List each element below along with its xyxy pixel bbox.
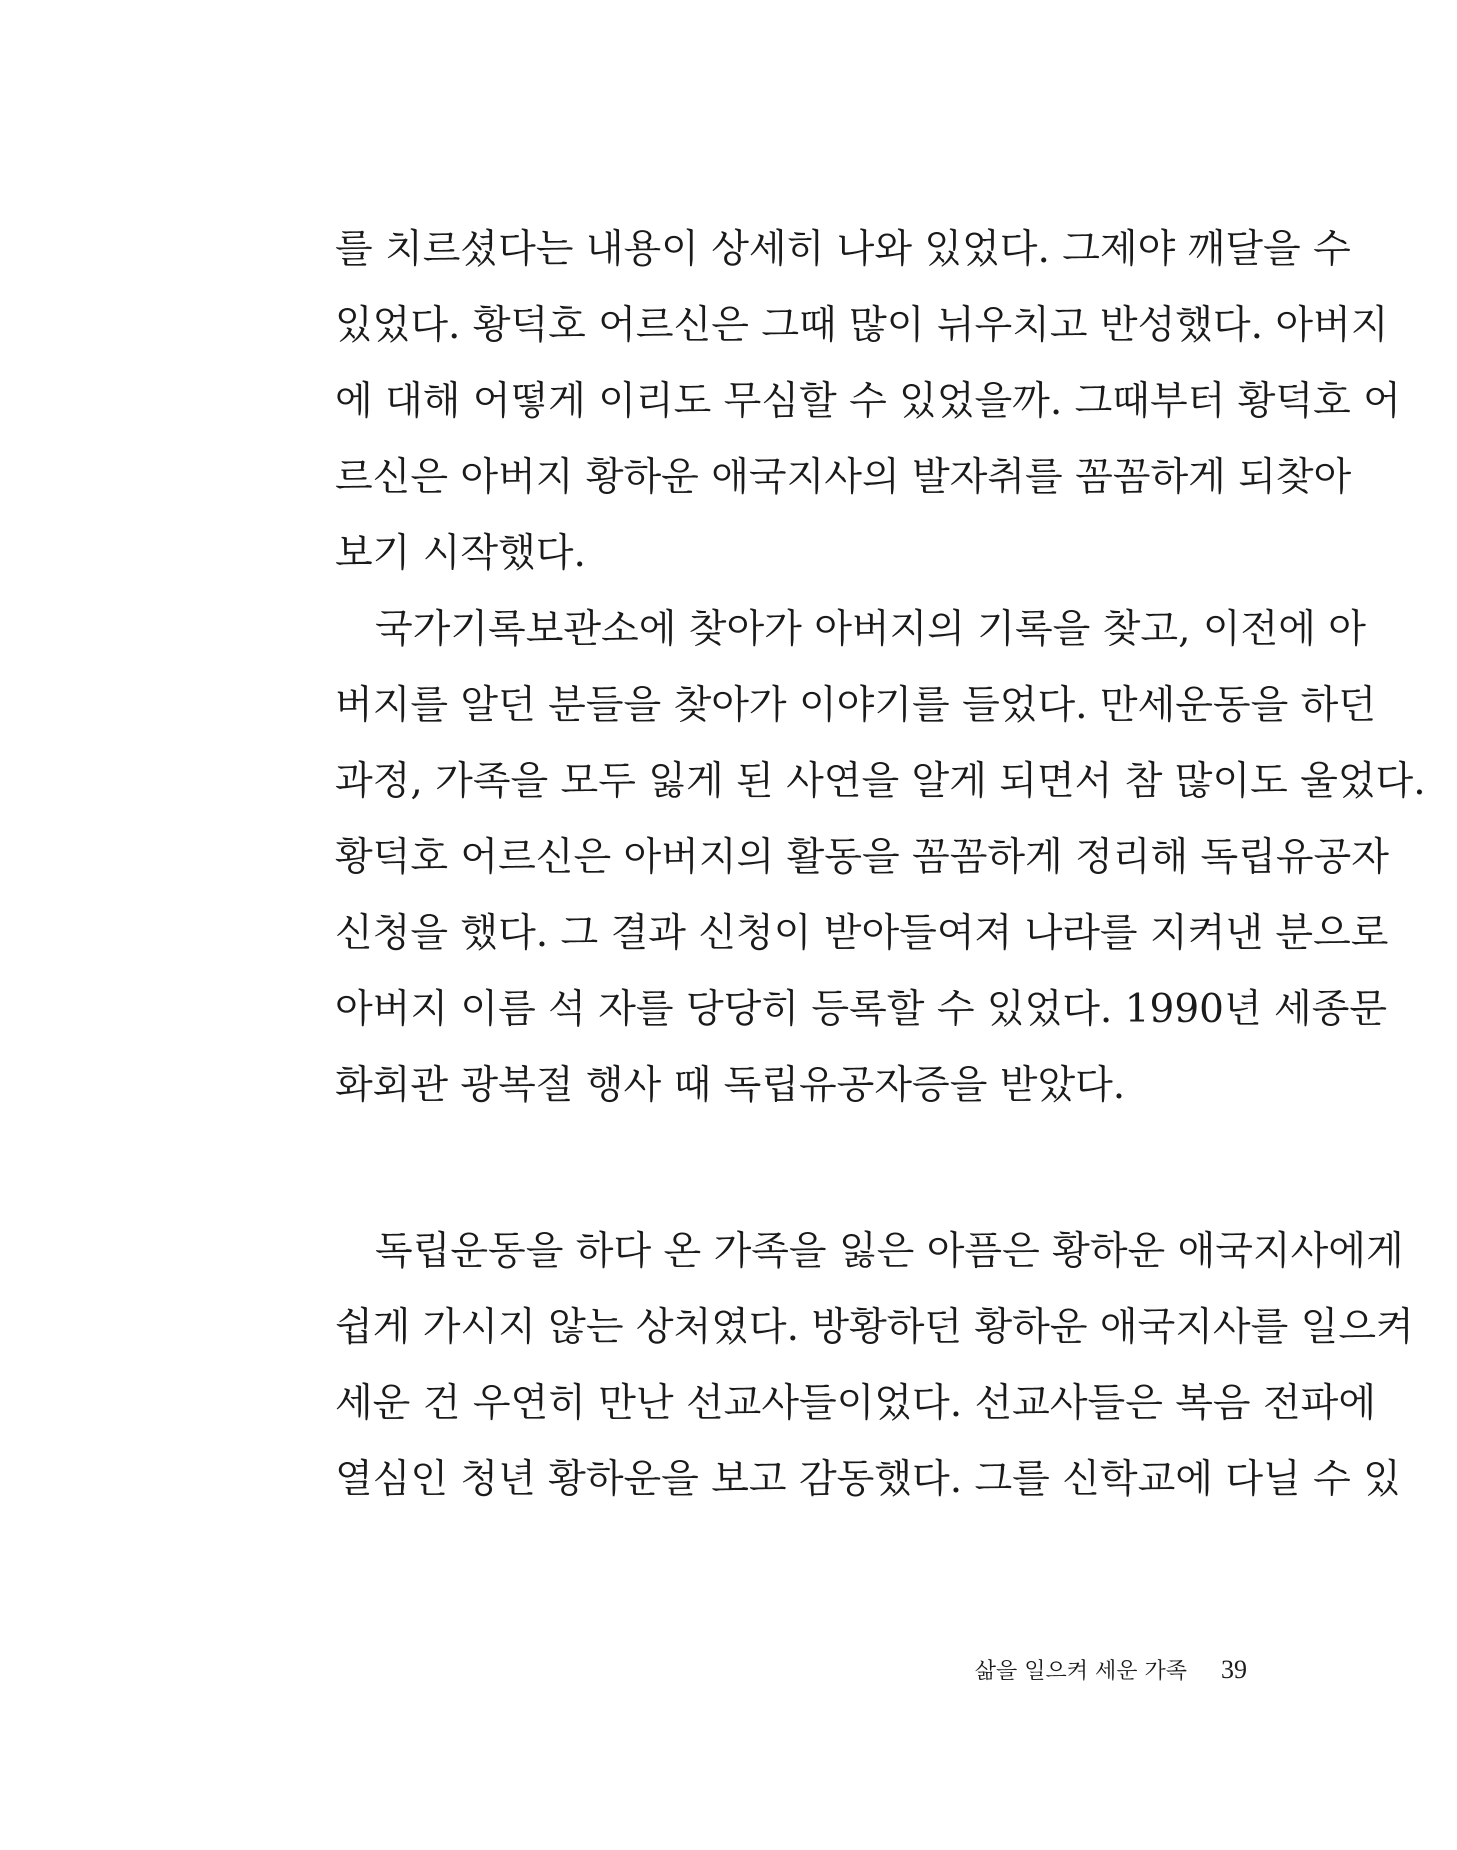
- paragraph-3: [335, 1214, 1414, 1518]
- text-line: 열심인 청년 황하운을 보고 감동했다. 그를 신학교에 다닐 수 있: [335, 1457, 1401, 1502]
- text-line: 아버지 이름 석 자를 당당히 등록할 수 있었다. 1990년 세종문: [335, 987, 1388, 1032]
- text-line: 세운 건 우연히 만난 선교사들이었다. 선교사들은 복음 전파에: [335, 1381, 1377, 1426]
- text-line: 르신은 아버지 황하운 애국지사의 발자취를 꼼꼼하게 되찾아: [335, 455, 1352, 500]
- text-line: 있었다. 황덕호 어르신은 그때 많이 뉘우치고 반성했다. 아버지: [335, 303, 1389, 348]
- text-line: 화회관 광복절 행사 때 독립유공자증을 받았다.: [335, 1063, 1126, 1108]
- text-line: 에 대해 어떻게 이리도 무심할 수 있었을까. 그때부터 황덕호 어: [335, 379, 1401, 424]
- text-line: 를 치르셨다는 내용이 상세히 나와 있었다. 그제야 깨달을 수: [335, 227, 1351, 272]
- paragraph-1: [335, 212, 1401, 592]
- paragraph-2: [335, 592, 1426, 1124]
- page-number: 39: [1221, 1655, 1247, 1684]
- text-line: 신청을 했다. 그 결과 신청이 받아들여져 나라를 지켜낸 분으로: [335, 911, 1389, 956]
- text-line: 독립운동을 하다 온 가족을 잃은 아픔은 황하운 애국지사에게: [375, 1229, 1404, 1274]
- running-title: 삶을 일으켜 세운 가족: [974, 1659, 1187, 1684]
- text-line: 쉽게 가시지 않는 상처였다. 방황하던 황하운 애국지사를 일으켜: [335, 1305, 1414, 1350]
- text-line: 과정, 가족을 모두 잃게 된 사연을 알게 되면서 참 많이도 울었다.: [335, 759, 1426, 804]
- page-footer: [820, 1650, 1247, 1690]
- text-line: 버지를 알던 분들을 찾아가 이야기를 들었다. 만세운동을 하던: [335, 683, 1377, 728]
- text-line: 황덕호 어르신은 아버지의 활동을 꼼꼼하게 정리해 독립유공자: [335, 835, 1389, 880]
- text-line: 국가기록보관소에 찾아가 아버지의 기록을 찾고, 이전에 아: [375, 607, 1366, 652]
- text-line: 보기 시작했다.: [335, 531, 586, 576]
